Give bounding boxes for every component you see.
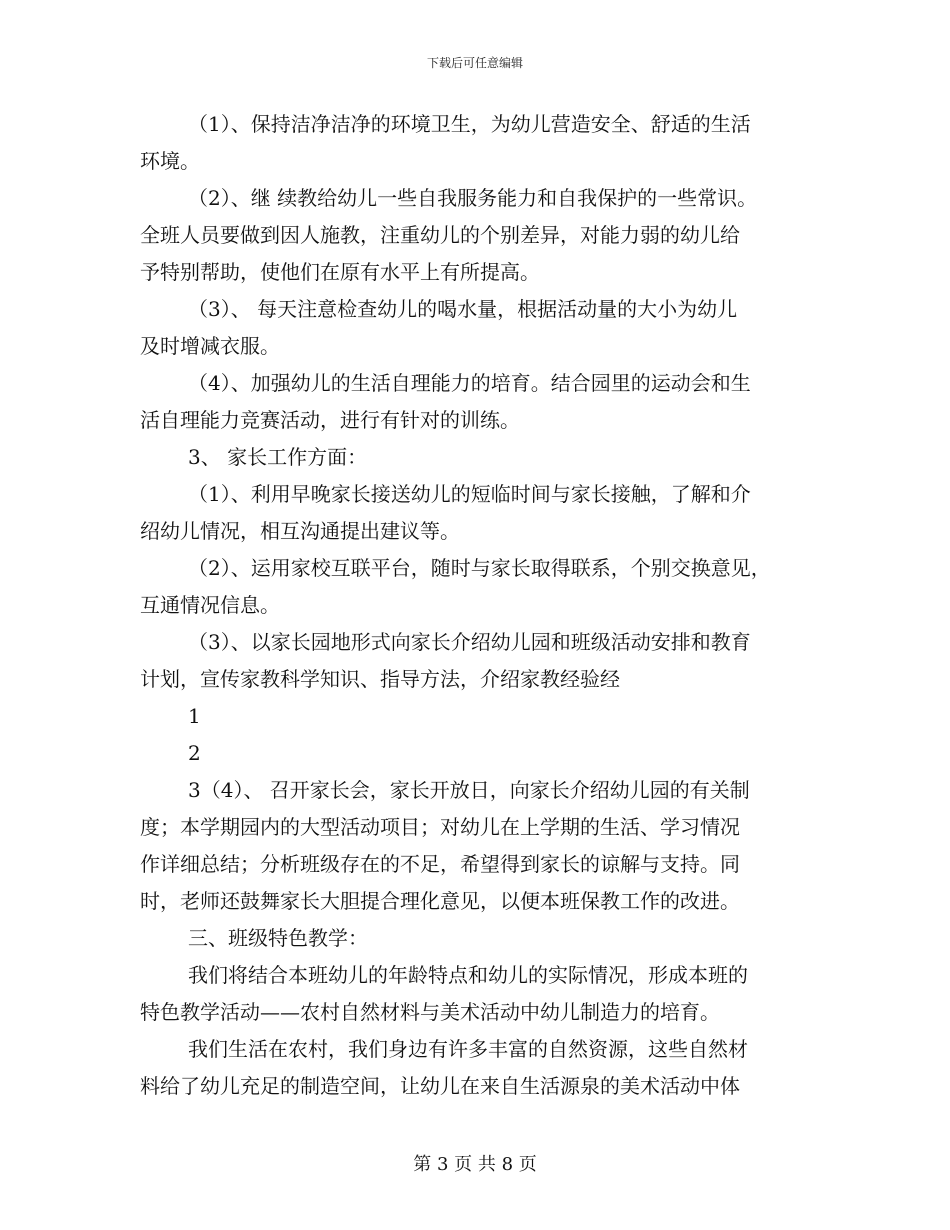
text-line: （1）、利用早晚家长接送幼儿的短临时间与家长接触，了解和介: [188, 482, 751, 506]
text-line: 2: [188, 741, 201, 765]
text-line: （3）、 每天注意检查幼儿的喝水量，根据活动量的大小为幼儿: [188, 297, 738, 321]
text-line: 1: [188, 704, 201, 728]
text-line: 3（4）、 召开家长会，家长开放日，向家长介绍幼儿园的有关制: [188, 778, 750, 802]
text-line: 料给了幼儿充足的制造空间，让幼儿在来自生活源泉的美术活动中体: [140, 1074, 740, 1098]
text-line: （2）、继 续教给幼儿一些自我服务能力和自我保护的一些常识。: [188, 186, 758, 210]
text-line: （3）、以家长园地形式向家长介绍幼儿园和班级活动安排和教育: [188, 630, 751, 654]
text-line: 全班人员要做到因人施教，注重幼儿的个别差异，对能力弱的幼儿给: [140, 223, 740, 247]
text-line: 环境。: [140, 149, 200, 173]
text-line: 及时增减衣服。: [140, 334, 280, 358]
text-line: 活自理能力竞赛活动，进行有针对的训练。: [140, 408, 520, 432]
text-line: 3、 家长工作方面：: [188, 445, 368, 469]
text-line: 我们将结合本班幼儿的年龄特点和幼儿的实际情况，形成本班的: [188, 963, 748, 987]
text-line: 作详细总结；分析班级存在的不足，希望得到家长的谅解与支持。同: [140, 852, 740, 876]
page-footer: 第 3 页 共 8 页: [413, 1154, 537, 1175]
page-header: 下载后可任意编辑: [426, 56, 523, 70]
text-line: （2）、运用家校互联平台，随时与家长取得联系，个别交换意见，: [188, 556, 771, 580]
text-line: （4）、加强幼儿的生活自理能力的培育。结合园里的运动会和生: [188, 371, 751, 395]
text-line: 绍幼儿情况，相互沟通提出建议等。: [140, 519, 460, 543]
text-line: 特色教学活动——农村自然材料与美术活动中幼儿制造力的培育。: [140, 1000, 720, 1024]
document-body: [140, 106, 820, 1105]
text-line: 计划，宣传家教科学知识、指导方法，介绍家教经验经: [140, 667, 620, 691]
text-line: 度；本学期园内的大型活动项目；对幼儿在上学期的生活、学习情况: [140, 815, 740, 839]
text-line: 时，老师还鼓舞家长大胆提合理化意见，以便本班保教工作的改进。: [140, 889, 740, 913]
text-line: 予特别帮助，使他们在原有水平上有所提高。: [140, 260, 540, 284]
text-line: 三、班级特色教学：: [188, 926, 368, 950]
text-line: 我们生活在农村，我们身边有许多丰富的自然资源，这些自然材: [188, 1037, 748, 1061]
text-line: 互通情况信息。: [140, 593, 280, 617]
text-line: （1）、保持洁净洁净的环境卫生，为幼儿营造安全、舒适的生活: [188, 112, 751, 136]
